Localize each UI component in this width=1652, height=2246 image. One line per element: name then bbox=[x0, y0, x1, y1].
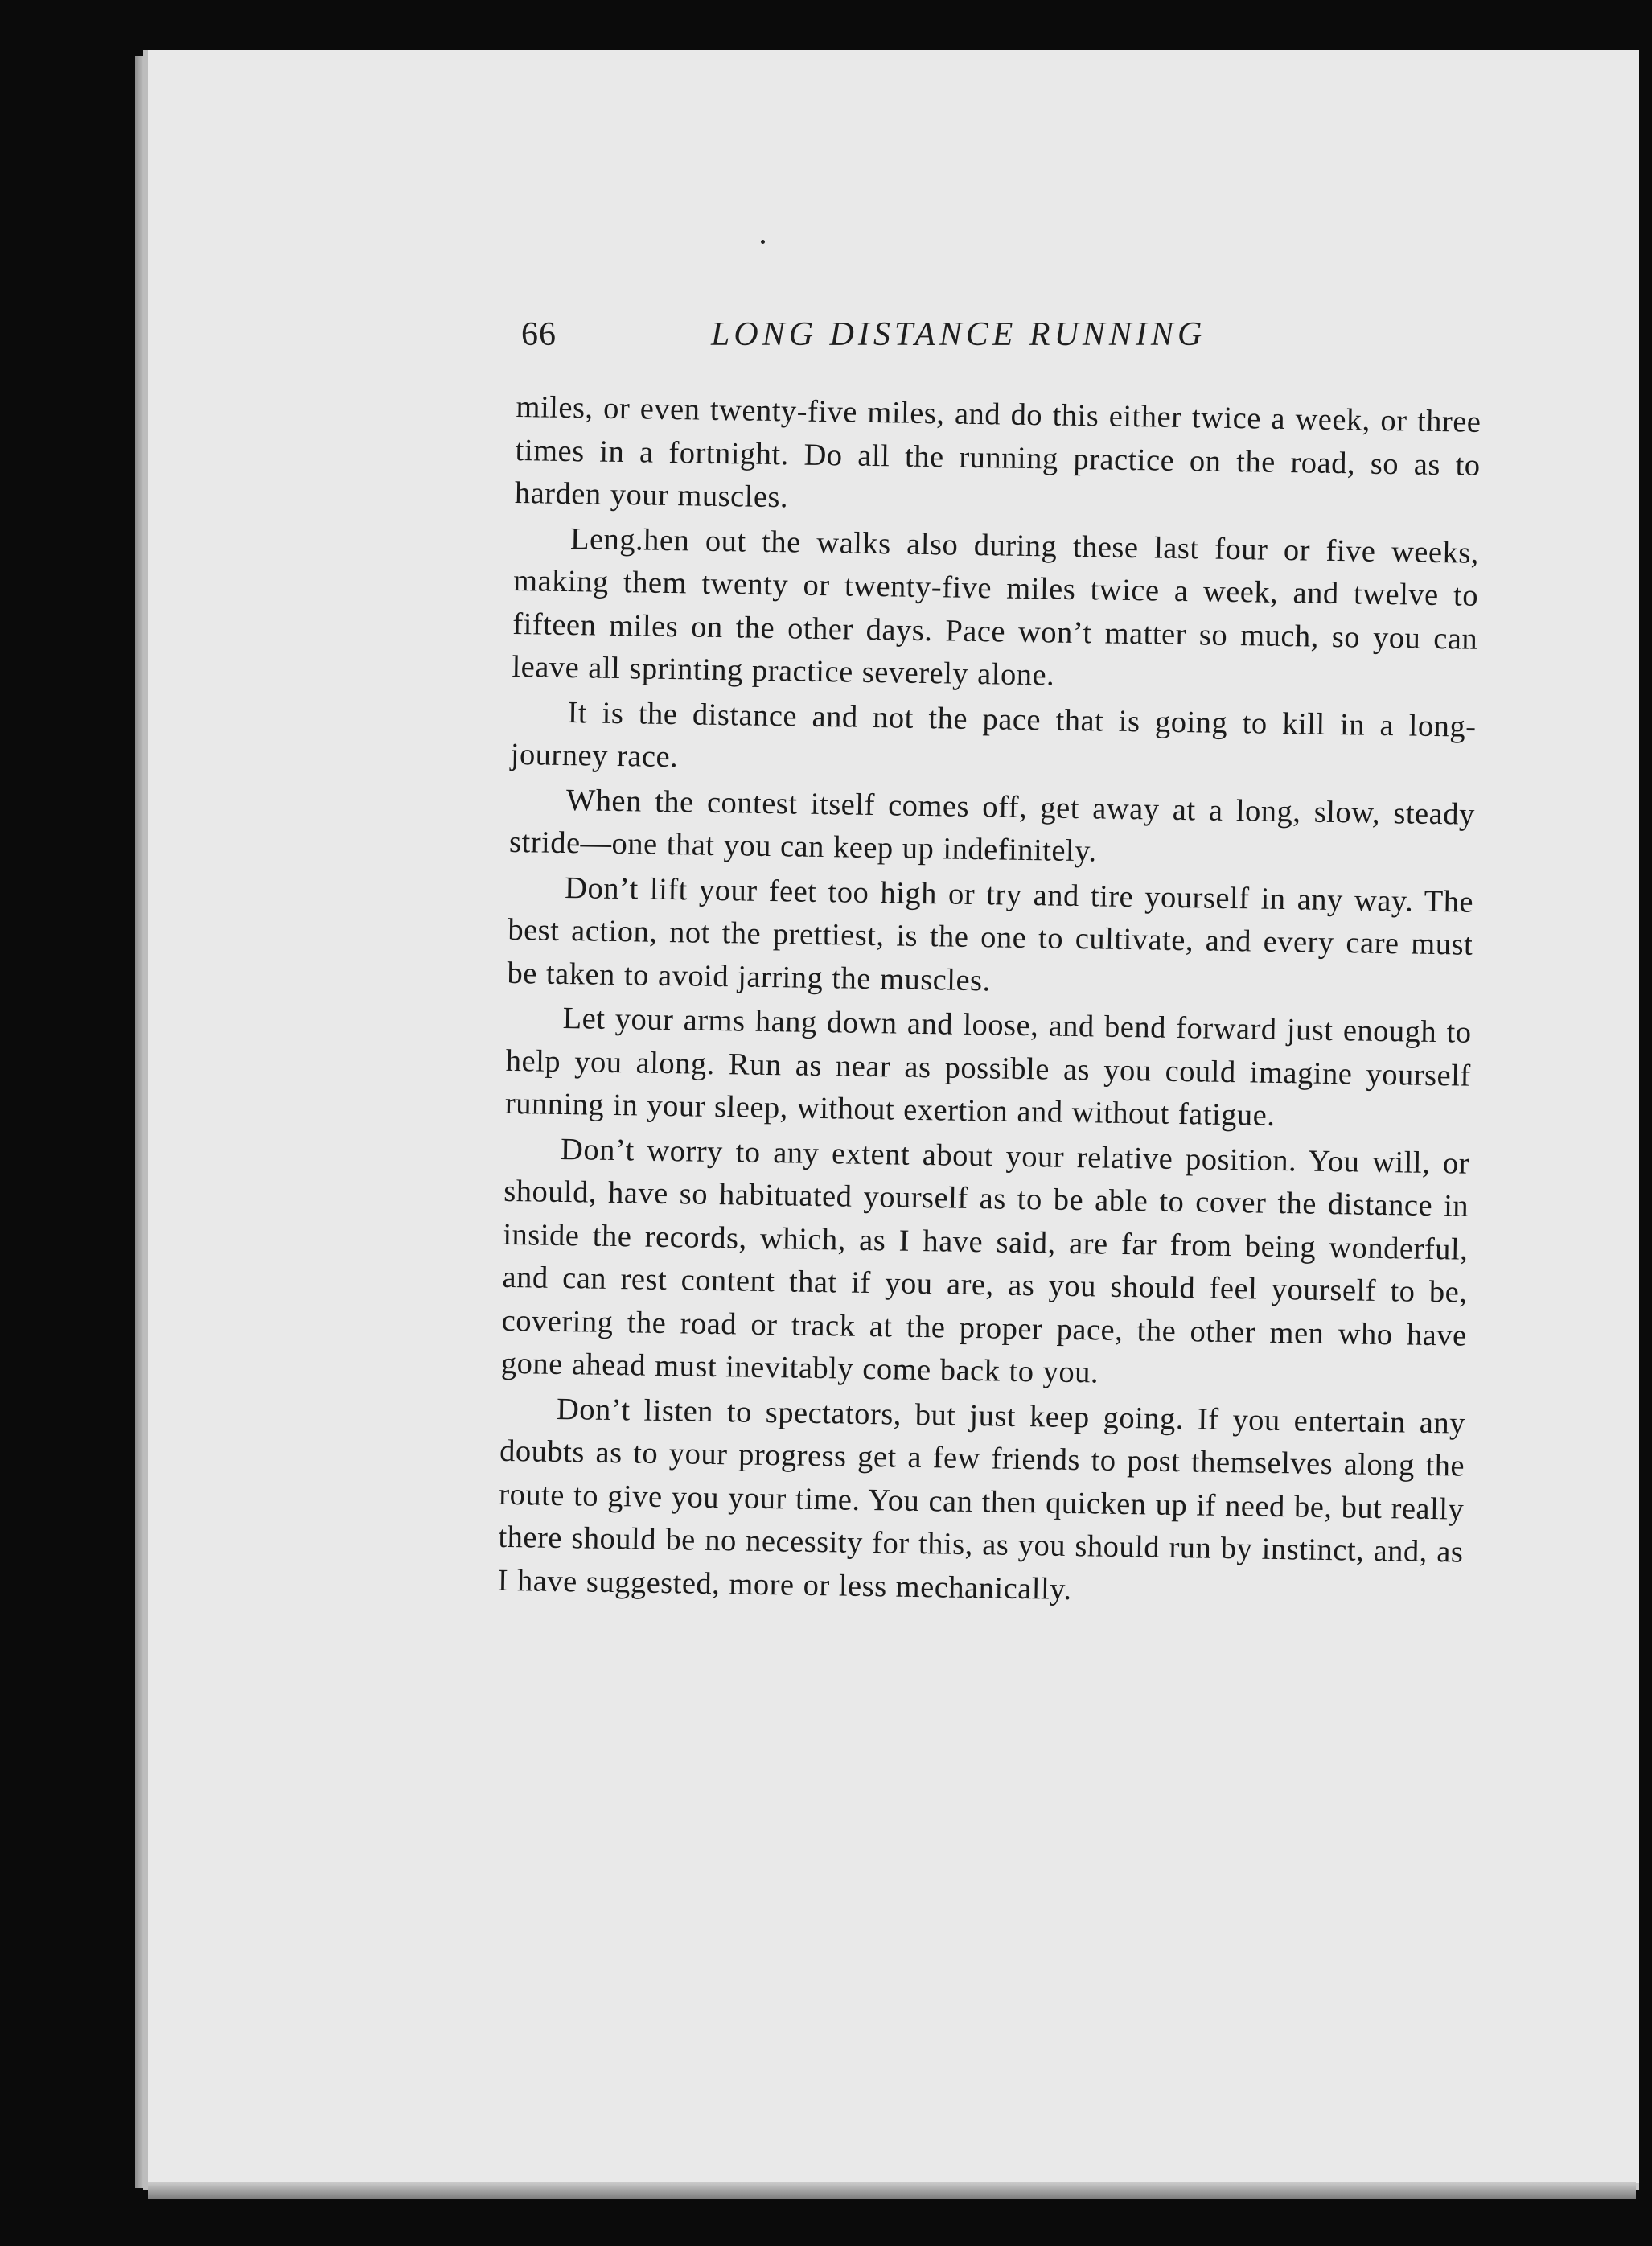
paragraph: Don’t listen to spectators, but just keep going. If you entertain any doubts as to your progress get a few friends to post themselves along the route to give you your time. You can then quicken up if need be, but really there should be no necessity for this, as you should run by instinct, and, as I have suggested, more or less mechanically. bbox=[497, 1392, 1466, 1606]
body-text bbox=[497, 386, 1481, 1619]
paragraph: Let your arms hang down and loose, and bend forward just enough to help you along. Run as near as possible as you could imagine yourself running in your sleep, without exertion and without fatigue. bbox=[504, 1002, 1472, 1133]
page-header bbox=[521, 309, 1325, 365]
paragraph: miles, or even twenty-five miles, and do this either twice a week, or three times in a fortnight. Do all the running practice on the road, so as to harden your muscles. bbox=[514, 389, 1481, 515]
paragraph: It is the distance and not the pace that is going to kill in a long-journey race. bbox=[510, 695, 1477, 775]
paragraph: Leng.hen out the walks also during these last four or five weeks, making them twenty or twenty-five miles twice a week, and twelve to fifteen miles on the other days. Pace won’t matter so much, so you can leave all sprinting practice severely alone. bbox=[512, 521, 1480, 693]
running-title: LONG DISTANCE RUNNING bbox=[711, 316, 1206, 353]
dust-speck bbox=[761, 240, 765, 244]
paragraph: Don’t worry to any extent about your relative position. You will, or should, have so habituated yourself as to be able to cover the distance in inside the records, which, as I have said, are far from being wonderful, and can rest content that if you are, as you should feel yourself to be, covering the road or track at the proper pace, the other men who have gone ahead must inevitably come back to you. bbox=[500, 1132, 1470, 1390]
paragraph: Don’t lift your feet too high or try and tire yourself in any way. The best action, not the prettiest, is the one to cultivate, and every care must be taken to avoid jarring the muscles. bbox=[507, 870, 1474, 998]
page-bottom-edge bbox=[148, 2182, 1636, 2199]
page-number: 66 bbox=[521, 316, 557, 353]
paragraph: When the contest itself comes off, get away at a long, slow, steady stride—one that you can keep up indefinitely. bbox=[508, 783, 1476, 869]
